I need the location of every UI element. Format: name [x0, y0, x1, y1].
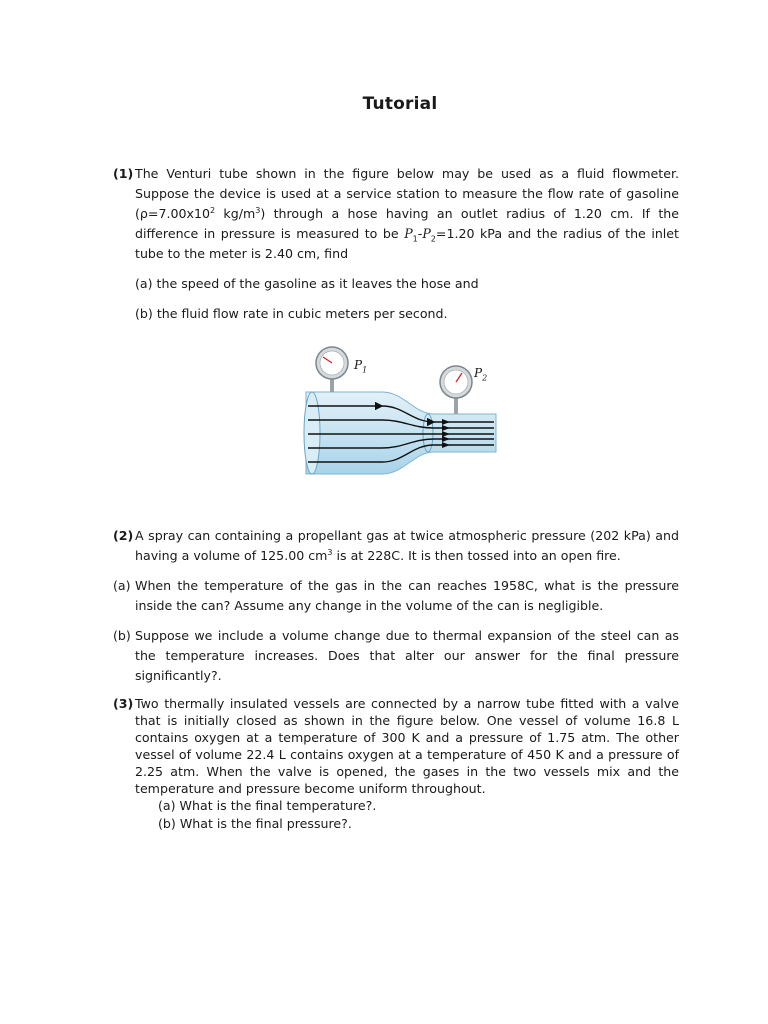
question-2-text: A spray can containing a propellant gas at twice atmospheric pressure (202 kPa) and having a volume of 125.00 $cm^3$ is at 228C. It is then tossed into an open fire.: [135, 528, 679, 563]
question-3-text: Two thermally insulated vessels are connected by a narrow tube fitted with a valve that is initially closed as shown in the figure below. One vessel of volume 16.8 L contains oxygen at a temperature of 300 K and a pressure of 1.75 atm. The other vessel of volume 22.4 L contains oxygen at a temperature of 450 K and a pressure of 2.25 atm. When the valve is opened, the gases in the two vessels mix and the temperature and pressure become uniform throughout.: [135, 696, 679, 796]
question-1-part-a: (a) the speed of the gasoline as it leaves the hose and: [135, 276, 479, 291]
question-2-part-a: (a) When the temperature of the gas in the can reaches 1958C, what is the pressure inside the can? Assume any change in the volume of the can is negligible.: [113, 578, 679, 613]
page-title: Tutorial: [362, 94, 438, 114]
gauge-label-p2: $P_2$: [474, 366, 488, 383]
question-3-part-b: (b) What is the final pressure?.: [158, 816, 352, 831]
question-2-number: (2): [113, 528, 134, 543]
question-1-part-b: (b) the fluid flow rate in cubic meters per second.: [135, 306, 448, 321]
question-1-number: (1): [113, 166, 134, 181]
venturi-tube-figure: [300, 342, 500, 482]
question-1: [113, 164, 679, 264]
gauge-label-p1: $P_1$: [354, 358, 368, 375]
question-3-part-a: (a) What is the final temperature?.: [158, 798, 377, 813]
question-2: [113, 526, 679, 566]
question-3: [113, 695, 679, 797]
question-3-number: (3): [113, 696, 134, 711]
venturi-tube-diagram: [300, 342, 500, 478]
question-1-text: The Venturi tube shown in the figure below may be used as a fluid flowmeter. Suppose the device is used at a service station to measure the flow rate of gasoline ($\rho=7.00x10^2$ $kg/m^3$) through a hose having an outlet radius of 1.20 cm. If the difference in pressure is measured to be $P_1-P_2=1.20$ kPa and the radius of the inlet tube to the meter is 2.40 cm, find: [135, 166, 679, 261]
question-2-part-b: (b) Suppose we include a volume change due to thermal expansion of the steel can as the temperature increases. Does that alter our answer for the final pressure significantly?.: [113, 628, 679, 683]
